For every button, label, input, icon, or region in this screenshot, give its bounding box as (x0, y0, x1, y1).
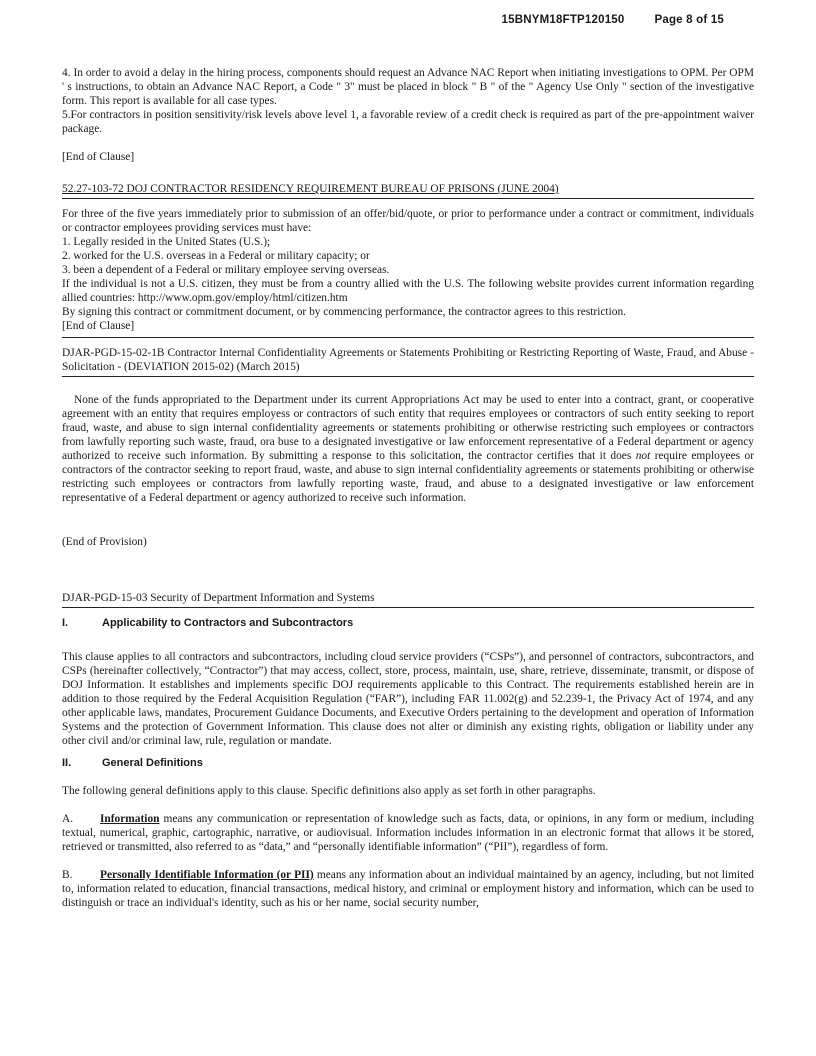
section-title: General Definitions (102, 757, 203, 769)
page-header (502, 14, 724, 26)
section-number: II. (62, 757, 72, 769)
definition-term: Personally Identifiable Information (or PII) (100, 869, 314, 881)
paragraph-4: 4. In order to avoid a delay in the hiring process, components should request an Advance NAC Report when initiating investigations to OPM. Per OPM ' s instructions, to obtain an Advance NAC Report, a Code " 3" must be placed in block " B " of the " Agency Use Only " section of the investigative form. This report is available for all case types. (62, 67, 754, 107)
page-number: Page 8 of 15 (654, 14, 724, 26)
residency-item-2: 2. worked for the U.S. overseas in a Federal or military capacity; or (62, 250, 370, 262)
document-id: 15BNYM18FTP120150 (501, 14, 625, 26)
residency-item-3: 3. been a dependent of a Federal or military employee serving overseas. (62, 264, 390, 276)
section-heading-applicability (62, 616, 754, 630)
end-of-clause: [End of Clause] (62, 320, 135, 332)
residency-signing-text: By signing this contract or commitment document, or by commencing performance, the contractor agrees to this restriction. (62, 306, 626, 318)
confidentiality-body-b: require employees or contractors of the contractor seeking to report fraud, waste, and abuse to sign internal confidentiality agreements or statements prohibiting or otherwise restricting such employees or contractors from lawfully reporting waste, fraud, and abuse to a designated investigative or law enforcement representative of a Federal department or agency authorized to receive such information. (62, 450, 755, 504)
section-heading-definitions (62, 756, 754, 770)
section-title: Applicability to Contractors and Subcontractors (102, 617, 354, 629)
residency-intro: For three of the five years immediately prior to submission of an offer/bid/quote, or prior to performance under a contract or commitment, individuals or contractor employees providing services must have: (62, 208, 754, 234)
definition-information (62, 812, 754, 854)
definition-letter: B. (62, 869, 73, 881)
paragraph-5: 5.For contractors in position sensitivity/risk levels above level 1, a favorable review of a credit check is required as part of the pre-appointment waiver package. (62, 109, 754, 135)
clause-title-security: DJAR-PGD-15-03 Security of Department Information and Systems (62, 592, 375, 604)
clause-title-residency (62, 182, 754, 196)
definition-term: Information (100, 813, 160, 825)
document-body (62, 66, 754, 910)
confidentiality-body (62, 393, 754, 505)
clause-title-confidentiality: DJAR-PGD-15-02-1B Contractor Internal Confidentiality Agreements or Statements Prohibiting or Restricting Reporting of Waste, Fraud, and Abuse - Solicitation - (DEVIATION 2015-02) (March 2015) (62, 347, 754, 373)
applicability-body: This clause applies to all contractors and subcontractors, including cloud service providers (“CSPs”), and personnel of contractors, subcontractors, and CSPs (hereinafter collectively, “Contractor”) that may access, collect, store, process, maintain, use, share, retrieve, disseminate, transmit, or dispose of DOJ Information. It establishes and implements specific DOJ requirements applicable to this Contract. The requirements established herein are in addition to those required by the Federal Acquisition Regulation (“FAR”), including FAR 11.002(g) and 52.239-1, the Privacy Act of 1974, and any other applicable laws, mandates, Procurement Guidance Documents, and Executive Orders pertaining to the development and operation of Information Systems and the protection of Government Information. This clause does not alter or diminish any existing rights, obligation or liability under any other civil and/or criminal law, rule, regulation or mandate. (62, 651, 754, 747)
divider (62, 607, 754, 608)
definition-text: means any information about an individual maintained by an agency, including, but not limited to, information related to education, financial transactions, medical history, and criminal or employment history and information, which can be used to distinguish or trace an individual's identity, such as his or her name, social security number, (62, 869, 755, 909)
residency-item-1: 1. Legally resided in the United States (U.S.); (62, 236, 271, 248)
clause-title-residency-text: 52.27-103-72 DOJ CONTRACTOR RESIDENCY REQUIREMENT BUREAU OF PRISONS (JUNE 2004) (62, 183, 559, 195)
section-number: I. (62, 617, 69, 629)
definitions-intro: The following general definitions apply to this clause. Specific definitions also apply as set forth in other paragraphs. (62, 785, 596, 797)
divider (62, 198, 754, 199)
divider (62, 376, 754, 377)
end-of-clause: [End of Clause] (62, 151, 135, 163)
end-of-provision: (End of Provision) (62, 536, 147, 548)
residency-allied-text: If the individual is not a U.S. citizen, they must be from a country allied with the U.S. The following website provides current information regarding allied countries: http://www.opm.gov/employ/html/citizen.htm (62, 278, 754, 304)
definition-letter: A. (62, 813, 74, 825)
confidentiality-body-not: not (635, 450, 651, 462)
definition-pii (62, 868, 754, 910)
confidentiality-body-a: None of the funds appropriated to the Department under its current Appropriations Act may be used to enter into a contract, grant, or cooperative agreement with an entity that requires employess or contractors of such entity that requires employees or contractors of such entity seeking to report fraud, waste, and abuse to sign internal confidentiality agreements or statements prohibiting or otherwise restricting such employees or contractors from lawfully reporting such waste, fraud, ora buse to a designated investigative or law enforcement representative of a Federal department or agency authorized to receive such information. By submitting a response to this solicitation, the contractor certifies that it does (62, 394, 754, 462)
divider (62, 337, 754, 338)
definition-text: means any communication or representation of knowledge such as facts, data, or opinions, in any form or medium, including textual, numerical, graphic, cartographic, narrative, or audiovisual. Information includes information in an electronic format that allows it be stored, retrieved or transmitted, also referred to as “data,” and “personally identifiable information” (“PII”), regardless of form. (62, 813, 754, 853)
